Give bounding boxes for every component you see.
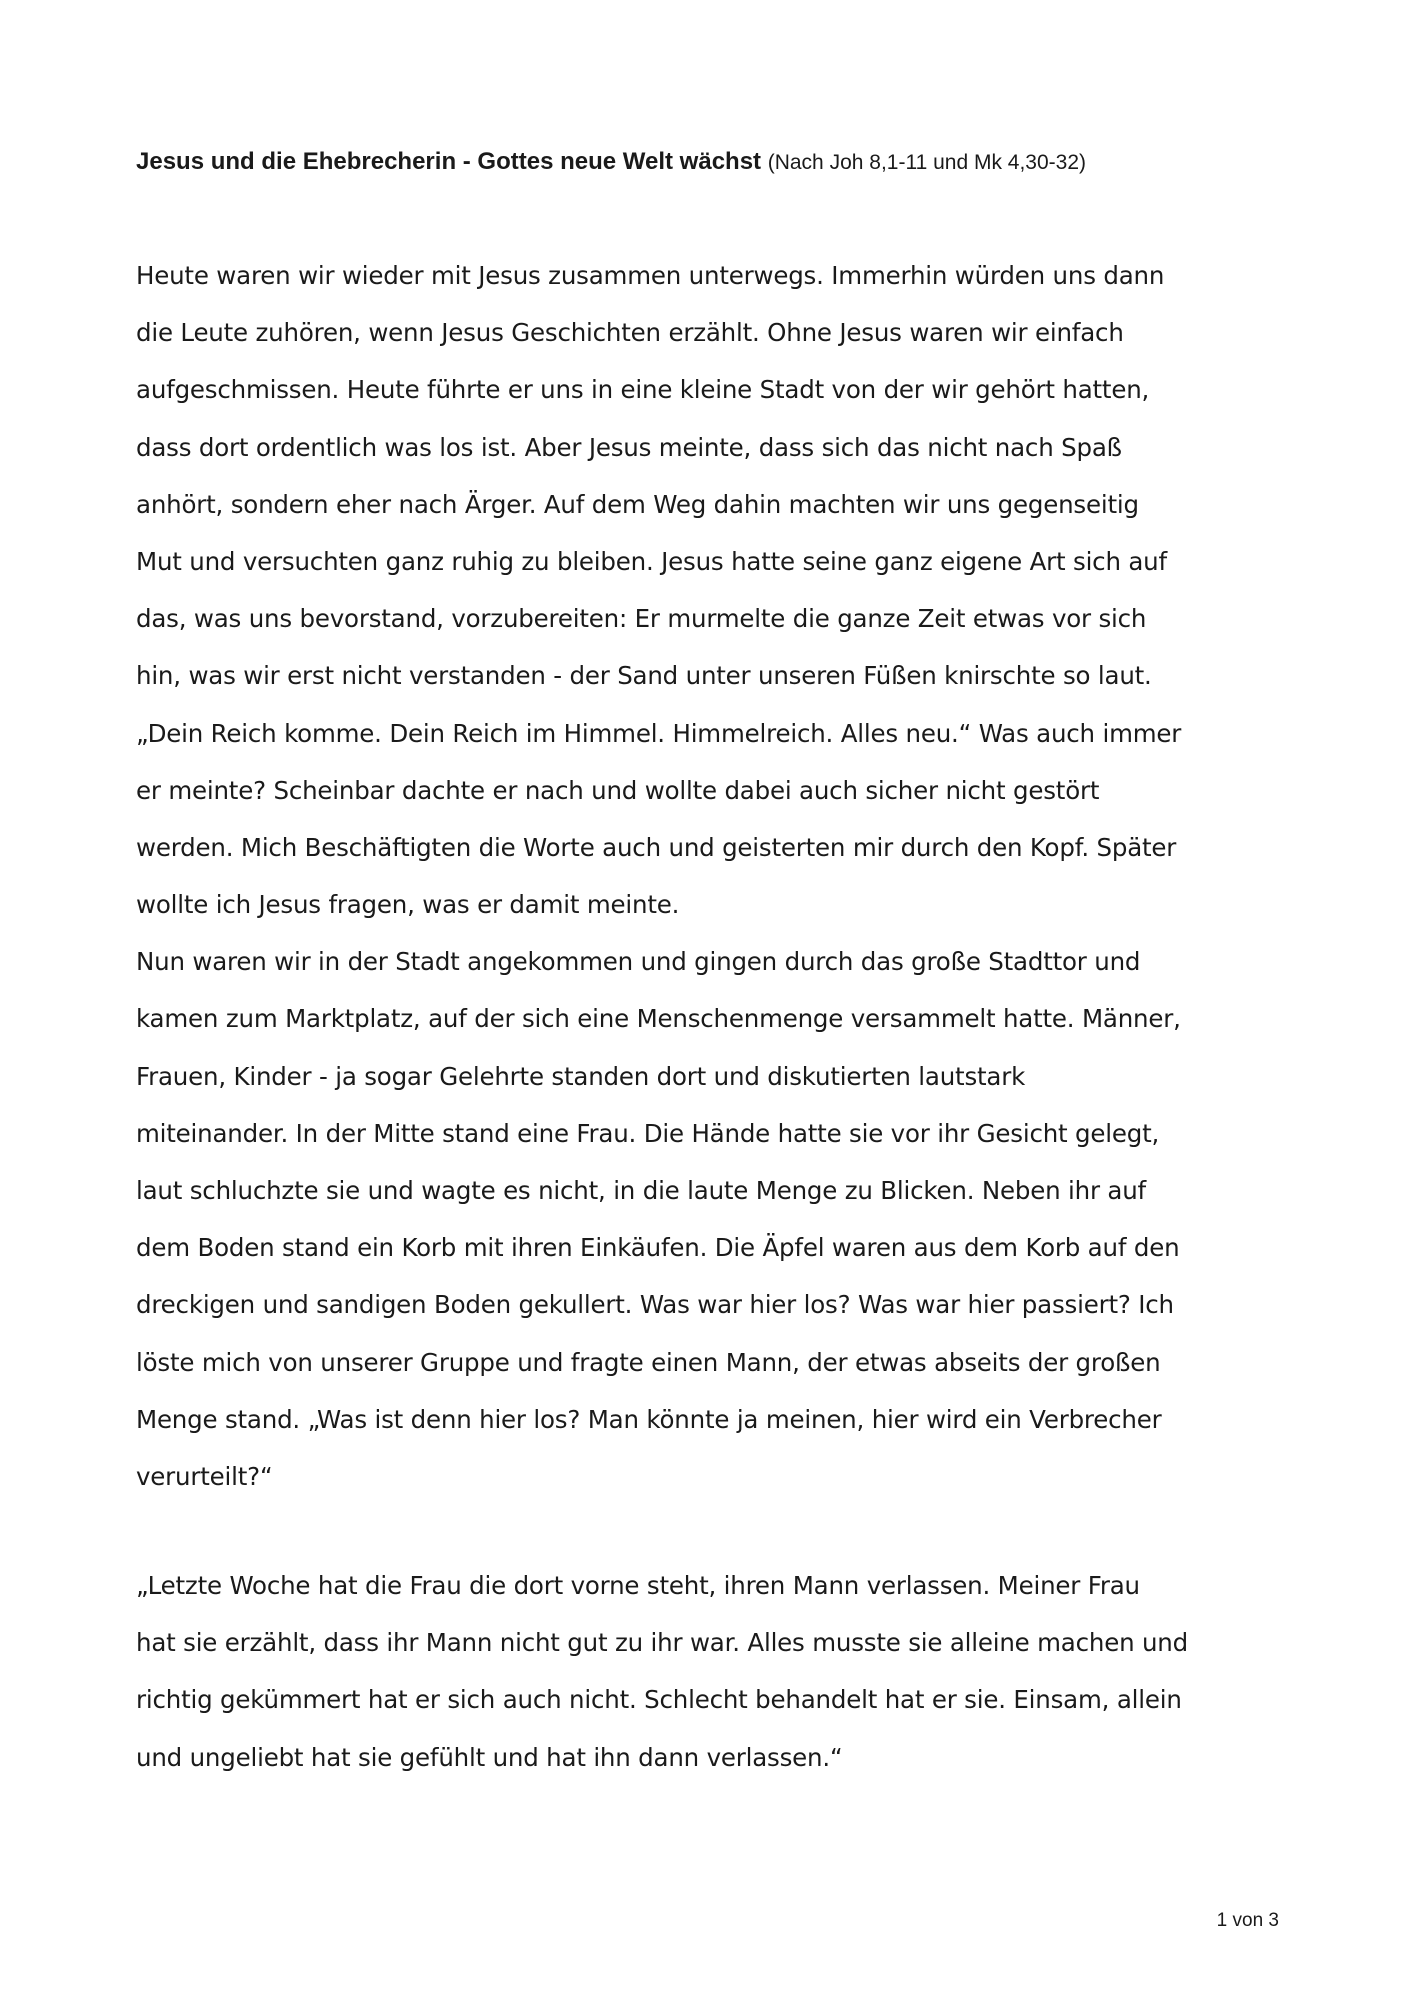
text-line: miteinander. In der Mitte stand eine Frau. Die Hände hatte sie vor ihr Gesicht gelegt, bbox=[136, 1118, 1160, 1148]
text-line: Menge stand. „Was ist denn hier los? Man könnte ja meinen, hier wird ein Verbrecher bbox=[136, 1404, 1162, 1434]
document-title bbox=[136, 145, 1296, 180]
text-line: Mut und versuchten ganz ruhig zu bleiben. Jesus hatte seine ganz eigene Art sich auf bbox=[136, 546, 1167, 576]
text-line: „Dein Reich komme. Dein Reich im Himmel. Himmelreich. Alles neu.“ Was auch immer bbox=[136, 718, 1182, 748]
text-line: die Leute zuhören, wenn Jesus Geschichten erzählt. Ohne Jesus waren wir einfach bbox=[136, 318, 1124, 348]
text-line: kamen zum Marktplatz, auf der sich eine Menschenmenge versammelt hatte. Männer, bbox=[136, 1004, 1181, 1034]
text-line: hat sie erzählt, dass ihr Mann nicht gut zu ihr war. Alles musste sie alleine machen und bbox=[136, 1628, 1188, 1658]
paragraph-1 bbox=[136, 247, 1296, 1505]
text-line: richtig gekümmert hat er sich auch nicht. Schlecht behandelt hat er sie. Einsam, allein bbox=[136, 1685, 1182, 1715]
text-line: anhört, sondern eher nach Ärger. Auf dem Weg dahin machten wir uns gegenseitig bbox=[136, 489, 1139, 519]
title-main: Jesus und die Ehebrecherin - Gottes neue Welt wächst bbox=[136, 148, 762, 175]
page-number: 1 von 3 bbox=[1216, 1910, 1279, 1931]
text-line: dass dort ordentlich was los ist. Aber Jesus meinte, dass sich das nicht nach Spaß bbox=[136, 432, 1122, 462]
text-line: werden. Mich Beschäftigten die Worte auch und geisterten mir durch den Kopf. Später bbox=[136, 832, 1177, 862]
text-line: wollte ich Jesus fragen, was er damit meinte. bbox=[136, 890, 680, 920]
text-line: löste mich von unserer Gruppe und fragte einen Mann, der etwas abseits der großen bbox=[136, 1347, 1161, 1377]
text-line: hin, was wir erst nicht verstanden - der Sand unter unseren Füßen knirschte so laut. bbox=[136, 661, 1152, 691]
text-line: und ungeliebt hat sie gefühlt und hat ihn dann verlassen.“ bbox=[136, 1742, 843, 1772]
text-line: verurteilt?“ bbox=[136, 1461, 273, 1491]
text-line: Frauen, Kinder - ja sogar Gelehrte standen dort und diskutierten lautstark bbox=[136, 1061, 1026, 1091]
text-line: Nun waren wir in der Stadt angekommen und gingen durch das große Stadttor und bbox=[136, 947, 1141, 977]
text-line: Heute waren wir wieder mit Jesus zusammen unterwegs. Immerhin würden uns dann bbox=[136, 261, 1165, 290]
title-reference: (Nach Joh 8,1-11 und Mk 4,30-32) bbox=[767, 151, 1086, 174]
text-line: das, was uns bevorstand, vorzubereiten: Er murmelte die ganze Zeit etwas vor sich bbox=[136, 604, 1147, 634]
text-line: dem Boden stand ein Korb mit ihren Einkäufen. Die Äpfel waren aus dem Korb auf den bbox=[136, 1233, 1180, 1263]
text-line: laut schluchzte sie und wagte es nicht, in die laute Menge zu Blicken. Neben ihr auf bbox=[136, 1176, 1146, 1205]
text-line: dreckigen und sandigen Boden gekullert. Was war hier los? Was war hier passiert? Ich bbox=[136, 1290, 1174, 1320]
paragraph-2 bbox=[136, 1557, 1296, 1786]
text-line: aufgeschmissen. Heute führte er uns in eine kleine Stadt von der wir gehört hatten, bbox=[136, 375, 1150, 405]
text-line: „Letzte Woche hat die Frau die dort vorne steht, ihren Mann verlassen. Meiner Frau bbox=[136, 1571, 1140, 1600]
text-line: er meinte? Scheinbar dachte er nach und wollte dabei auch sicher nicht gestört bbox=[136, 775, 1100, 805]
